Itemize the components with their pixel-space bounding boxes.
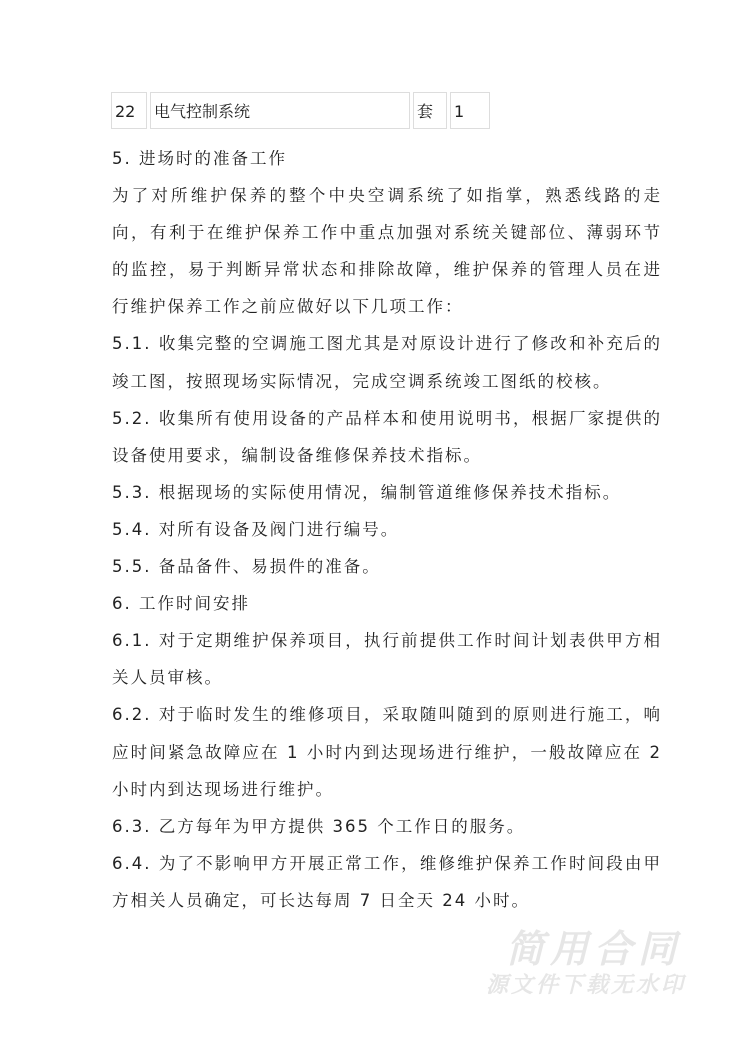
item-6-3: 6.3. 乙方每年为甲方提供 365 个工作日的服务。	[112, 816, 526, 836]
item-5-1: 5.1. 收集完整的空调施工图尤其是对原设计进行了修改和补充后的竣工图，按照现场实际情况，完成空调系统竣工图纸的校核。	[112, 334, 662, 391]
paragraph-intro: 为了对所维护保养的整个中央空调系统了如指掌，熟悉线路的走向，有利于在维护保养工作中重点加强对系统关键部位、薄弱环节的监控，易于判断异常状态和排除故障，维护保养的管理人员在进行维护保养工作之前应做好以下几项工作：	[112, 186, 662, 317]
cell-name: 电气控制系统	[150, 92, 410, 129]
heading-6: 6. 工作时间安排	[112, 594, 250, 614]
item-6-4: 6.4. 为了不影响甲方开展正常工作，维修维护保养工作时间段由甲方相关人员确定，可长达每周 7 日全天 24 小时。	[112, 853, 662, 910]
cell-number: 22	[111, 92, 147, 129]
item-6-2: 6.2. 对于临时发生的维修项目，采取随叫随到的原则进行施工，响应时间紧急故障应在 1 小时内到达现场进行维护，一般故障应在 2 小时内到达现场进行维护。	[112, 705, 662, 799]
document-body	[112, 140, 662, 919]
item-5-4: 5.4. 对所有设备及阀门进行编号。	[112, 519, 400, 539]
item-5-2: 5.2. 收集所有使用设备的产品样本和使用说明书，根据厂家提供的设备使用要求，编制设备维修保养技术指标。	[112, 408, 662, 465]
heading-5: 5. 进场时的准备工作	[112, 149, 287, 168]
item-5-5: 5.5. 备品备件、易损件的准备。	[112, 557, 381, 577]
item-5-3: 5.3. 根据现场的实际使用情况，编制管道维修保养技术指标。	[112, 482, 622, 502]
cell-unit: 套	[413, 92, 447, 129]
equipment-table-row	[111, 92, 490, 129]
watermark-logo: 简用合同	[505, 927, 682, 971]
cell-quantity: 1	[450, 92, 490, 129]
watermark-subtitle: 源文件下载无水印	[485, 973, 686, 998]
item-6-1: 6.1. 对于定期维护保养项目，执行前提供工作时间计划表供甲方相关人员审核。	[112, 631, 662, 688]
